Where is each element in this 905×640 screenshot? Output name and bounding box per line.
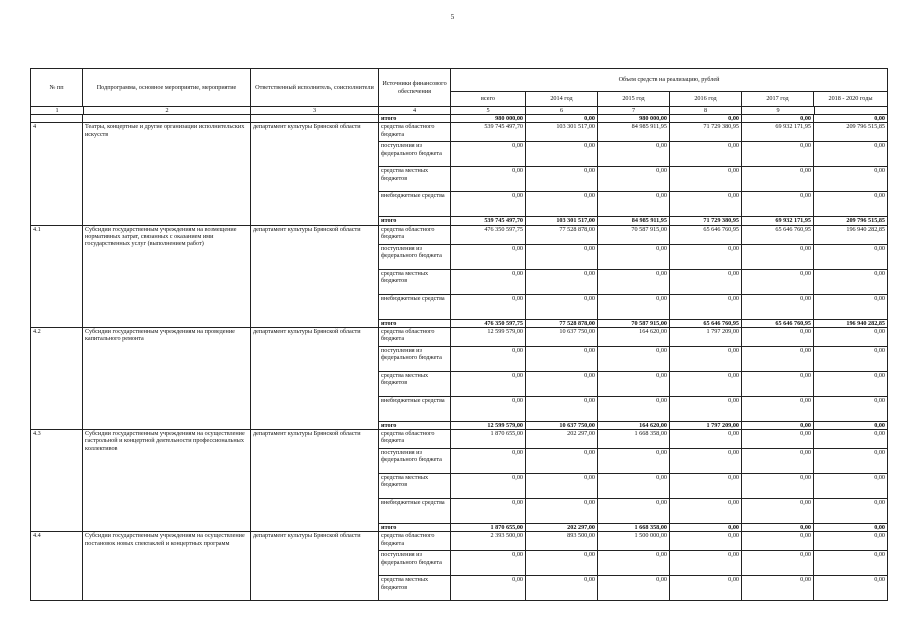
amount-cell: 0,00 bbox=[670, 474, 742, 499]
amount-cell: 0,00 bbox=[451, 167, 526, 192]
amount-cell: 0,00 bbox=[451, 269, 526, 294]
amount-cell: 0,00 bbox=[670, 167, 742, 192]
amount-cell: 0,00 bbox=[670, 396, 742, 421]
table-row bbox=[31, 225, 888, 244]
amount-cell: 0,00 bbox=[598, 294, 670, 319]
header-program: Подпрограмма, основное мероприятие, мероприятие bbox=[83, 69, 251, 107]
amount-cell: 0,00 bbox=[814, 396, 888, 421]
amount-cell: 0,00 bbox=[742, 449, 814, 474]
col-number: 1 bbox=[31, 107, 84, 114]
table-row bbox=[31, 430, 888, 449]
amount-cell: 0,00 bbox=[742, 532, 814, 551]
amount-cell: 0,00 bbox=[598, 474, 670, 499]
amount-cell: 202 297,00 bbox=[526, 524, 598, 532]
amount-cell: 0,00 bbox=[670, 524, 742, 532]
col-number: 5 bbox=[451, 107, 526, 115]
amount-cell: 0,00 bbox=[742, 576, 814, 601]
amount-cell: 164 620,00 bbox=[598, 421, 670, 429]
col-number: 4 bbox=[379, 107, 451, 115]
amount-cell: 0,00 bbox=[814, 449, 888, 474]
amount-cell: 0,00 bbox=[814, 346, 888, 371]
amount-cell: 0,00 bbox=[742, 269, 814, 294]
source-cell: средства областного бюджета bbox=[379, 430, 451, 449]
amount-cell: 0,00 bbox=[814, 532, 888, 551]
amount-cell: 0,00 bbox=[598, 244, 670, 269]
amount-cell: 0,00 bbox=[526, 115, 598, 123]
source-cell: внебюджетные средства bbox=[379, 499, 451, 524]
page-number: 5 bbox=[450, 13, 455, 21]
amount-cell: 0,00 bbox=[598, 449, 670, 474]
col-number-pair bbox=[742, 107, 888, 115]
amount-cell: 0,00 bbox=[526, 576, 598, 601]
amount-cell: 65 646 760,95 bbox=[742, 225, 814, 244]
amount-cell: 0,00 bbox=[526, 371, 598, 396]
amount-cell: 0,00 bbox=[598, 396, 670, 421]
amount-cell: 0,00 bbox=[670, 576, 742, 601]
amount-cell: 0,00 bbox=[742, 430, 814, 449]
amount-cell: 1 500 000,00 bbox=[598, 532, 670, 551]
amount-cell: 0,00 bbox=[451, 244, 526, 269]
amount-cell: 0,00 bbox=[670, 192, 742, 217]
table-row bbox=[31, 327, 888, 346]
total-row bbox=[31, 115, 888, 123]
amount-cell: 476 350 597,75 bbox=[451, 225, 526, 244]
source-cell: поступления из федерального бюджета bbox=[379, 449, 451, 474]
amount-cell: 0,00 bbox=[814, 499, 888, 524]
amount-cell: 71 729 380,95 bbox=[670, 217, 742, 225]
amount-cell: 0,00 bbox=[451, 576, 526, 601]
amount-cell: 10 637 750,00 bbox=[526, 327, 598, 346]
amount-cell: 0,00 bbox=[814, 269, 888, 294]
amount-cell: 209 796 515,85 bbox=[814, 217, 888, 225]
source-cell: поступления из федерального бюджета bbox=[379, 244, 451, 269]
amount-cell: 980 000,00 bbox=[598, 115, 670, 123]
amount-cell: 0,00 bbox=[451, 396, 526, 421]
amount-cell: 196 940 282,85 bbox=[814, 225, 888, 244]
row-number: 4.1 bbox=[31, 225, 83, 327]
header-year: 2016 год bbox=[670, 92, 742, 107]
amount-cell: 0,00 bbox=[526, 192, 598, 217]
amount-cell: 0,00 bbox=[670, 371, 742, 396]
program-name: Субсидии государственным учреждениям на проведение капитального ремонта bbox=[83, 327, 251, 429]
header-executor: Ответственный исполнитель, соисполнители bbox=[251, 69, 379, 107]
amount-cell: 0,00 bbox=[742, 115, 814, 123]
amount-cell: 1 870 655,00 bbox=[451, 524, 526, 532]
amount-cell: 0,00 bbox=[526, 244, 598, 269]
amount-cell: 1 668 358,00 bbox=[598, 430, 670, 449]
amount-cell: 0,00 bbox=[598, 142, 670, 167]
amount-cell: 0,00 bbox=[670, 115, 742, 123]
amount-cell: 0,00 bbox=[526, 346, 598, 371]
amount-cell: 103 301 517,00 bbox=[526, 217, 598, 225]
amount-cell: 0,00 bbox=[451, 346, 526, 371]
amount-cell: 0,00 bbox=[670, 346, 742, 371]
amount-cell: 0,00 bbox=[742, 396, 814, 421]
header-volume: Объем средств на реализацию, рублей bbox=[451, 69, 888, 92]
amount-cell: 0,00 bbox=[598, 269, 670, 294]
source-cell: итого bbox=[379, 217, 451, 225]
amount-cell: 164 620,00 bbox=[598, 327, 670, 346]
amount-cell: 980 000,00 bbox=[451, 115, 526, 123]
amount-cell: 0,00 bbox=[814, 244, 888, 269]
row-number: 4.3 bbox=[31, 430, 83, 532]
col-number: 3 bbox=[251, 107, 379, 115]
program-name: Субсидии государственным учреждениям на возмещение нормативных затрат, связанных с оказанием ими государственных услуг (выполнением работ) bbox=[83, 225, 251, 327]
row-number: 4.2 bbox=[31, 327, 83, 429]
executor-name: департамент культуры Брянской области bbox=[251, 327, 379, 429]
amount-cell: 70 587 915,00 bbox=[598, 319, 670, 327]
amount-cell: 0,00 bbox=[598, 371, 670, 396]
amount-cell: 0,00 bbox=[670, 269, 742, 294]
amount-cell: 0,00 bbox=[742, 346, 814, 371]
col-number-blank bbox=[815, 107, 887, 114]
amount-cell: 0,00 bbox=[598, 499, 670, 524]
amount-cell: 0,00 bbox=[742, 327, 814, 346]
amount-cell: 65 646 760,95 bbox=[742, 319, 814, 327]
source-cell: итого bbox=[379, 421, 451, 429]
amount-cell: 0,00 bbox=[526, 269, 598, 294]
source-cell: средства местных бюджетов bbox=[379, 576, 451, 601]
amount-cell: 476 350 597,75 bbox=[451, 319, 526, 327]
source-cell: итого bbox=[379, 524, 451, 532]
amount-cell: 0,00 bbox=[451, 294, 526, 319]
source-cell: средства местных бюджетов bbox=[379, 371, 451, 396]
source-cell: поступления из федерального бюджета bbox=[379, 551, 451, 576]
source-cell: итого bbox=[379, 319, 451, 327]
amount-cell: 0,00 bbox=[451, 474, 526, 499]
amount-cell: 12 599 579,00 bbox=[451, 421, 526, 429]
col-number: 8 bbox=[670, 107, 742, 115]
row-number: 4 bbox=[31, 123, 83, 225]
amount-cell: 539 745 497,70 bbox=[451, 217, 526, 225]
amount-cell: 0,00 bbox=[814, 327, 888, 346]
source-cell: внебюджетные средства bbox=[379, 192, 451, 217]
source-cell: средства областного бюджета bbox=[379, 532, 451, 551]
funding-table bbox=[30, 68, 888, 601]
amount-cell: 65 646 760,95 bbox=[670, 319, 742, 327]
amount-cell: 0,00 bbox=[526, 474, 598, 499]
amount-cell: 0,00 bbox=[670, 532, 742, 551]
amount-cell: 0,00 bbox=[598, 167, 670, 192]
amount-cell: 0,00 bbox=[451, 371, 526, 396]
source-cell: средства местных бюджетов bbox=[379, 269, 451, 294]
executor-name: департамент культуры Брянской области bbox=[251, 225, 379, 327]
amount-cell: 0,00 bbox=[814, 142, 888, 167]
header-year: 2014 год bbox=[526, 92, 598, 107]
amount-cell: 71 729 380,95 bbox=[670, 123, 742, 142]
blank-cell bbox=[83, 115, 251, 123]
amount-cell: 77 528 878,00 bbox=[526, 319, 598, 327]
source-cell: поступления из федерального бюджета bbox=[379, 142, 451, 167]
source-cell: средства местных бюджетов bbox=[379, 474, 451, 499]
amount-cell: 0,00 bbox=[814, 421, 888, 429]
amount-cell: 0,00 bbox=[670, 430, 742, 449]
blank-cell bbox=[251, 115, 379, 123]
source-cell: внебюджетные средства bbox=[379, 294, 451, 319]
amount-cell: 209 796 515,85 bbox=[814, 123, 888, 142]
amount-cell: 0,00 bbox=[451, 192, 526, 217]
amount-cell: 0,00 bbox=[742, 421, 814, 429]
amount-cell: 0,00 bbox=[670, 142, 742, 167]
amount-cell: 0,00 bbox=[451, 551, 526, 576]
amount-cell: 69 932 171,95 bbox=[742, 217, 814, 225]
amount-cell: 0,00 bbox=[742, 294, 814, 319]
amount-cell: 0,00 bbox=[598, 192, 670, 217]
source-cell: итого bbox=[379, 115, 451, 123]
amount-cell: 0,00 bbox=[451, 142, 526, 167]
header-year: 2015 год bbox=[598, 92, 670, 107]
amount-cell: 0,00 bbox=[526, 167, 598, 192]
amount-cell: 10 637 750,00 bbox=[526, 421, 598, 429]
row-number: 4.4 bbox=[31, 532, 83, 601]
amount-cell: 0,00 bbox=[814, 192, 888, 217]
amount-cell: 0,00 bbox=[814, 115, 888, 123]
amount-cell: 0,00 bbox=[742, 499, 814, 524]
source-cell: внебюджетные средства bbox=[379, 396, 451, 421]
amount-cell: 0,00 bbox=[742, 524, 814, 532]
source-cell: средства областного бюджета bbox=[379, 327, 451, 346]
amount-cell: 0,00 bbox=[814, 430, 888, 449]
amount-cell: 0,00 bbox=[451, 449, 526, 474]
header-year: всего bbox=[451, 92, 526, 107]
col-number: 6 bbox=[526, 107, 598, 115]
source-cell: средства областного бюджета bbox=[379, 225, 451, 244]
amount-cell: 84 985 911,95 bbox=[598, 217, 670, 225]
amount-cell: 0,00 bbox=[814, 294, 888, 319]
amount-cell: 0,00 bbox=[814, 524, 888, 532]
amount-cell: 0,00 bbox=[742, 244, 814, 269]
amount-cell: 1 870 655,00 bbox=[451, 430, 526, 449]
amount-cell: 103 301 517,00 bbox=[526, 123, 598, 142]
amount-cell: 0,00 bbox=[670, 294, 742, 319]
table-row bbox=[31, 532, 888, 551]
amount-cell: 0,00 bbox=[670, 499, 742, 524]
header-num: № пп bbox=[31, 69, 83, 107]
executor-name: департамент культуры Брянской области bbox=[251, 430, 379, 532]
amount-cell: 0,00 bbox=[670, 551, 742, 576]
amount-cell: 0,00 bbox=[451, 499, 526, 524]
amount-cell: 0,00 bbox=[598, 576, 670, 601]
program-name: Субсидии государственным учреждениям на осуществление постановок новых спектаклей и концертных программ bbox=[83, 532, 251, 601]
amount-cell: 0,00 bbox=[742, 167, 814, 192]
amount-cell: 70 587 915,00 bbox=[598, 225, 670, 244]
amount-cell: 0,00 bbox=[742, 551, 814, 576]
amount-cell: 0,00 bbox=[526, 396, 598, 421]
amount-cell: 1 668 358,00 bbox=[598, 524, 670, 532]
amount-cell: 0,00 bbox=[742, 192, 814, 217]
amount-cell: 1 797 209,00 bbox=[670, 421, 742, 429]
amount-cell: 0,00 bbox=[670, 244, 742, 269]
amount-cell: 0,00 bbox=[526, 294, 598, 319]
amount-cell: 0,00 bbox=[670, 449, 742, 474]
amount-cell: 1 797 209,00 bbox=[670, 327, 742, 346]
amount-cell: 0,00 bbox=[814, 474, 888, 499]
amount-cell: 0,00 bbox=[814, 576, 888, 601]
header-year: 2018 - 2020 годы bbox=[814, 92, 888, 107]
amount-cell: 77 528 878,00 bbox=[526, 225, 598, 244]
source-cell: поступления из федерального бюджета bbox=[379, 346, 451, 371]
col-number-pair bbox=[31, 107, 251, 115]
amount-cell: 0,00 bbox=[598, 346, 670, 371]
header-year: 2017 год bbox=[742, 92, 814, 107]
amount-cell: 12 599 579,00 bbox=[451, 327, 526, 346]
program-name: Субсидии государственным учреждениям на осуществление гастрольной и концертной деятельности профессиональных коллективов bbox=[83, 430, 251, 532]
amount-cell: 69 932 171,95 bbox=[742, 123, 814, 142]
source-cell: средства местных бюджетов bbox=[379, 167, 451, 192]
amount-cell: 0,00 bbox=[742, 371, 814, 396]
executor-name: департамент культуры Брянской области bbox=[251, 532, 379, 601]
program-name: Театры, концертные и другие организации исполнительских искусств bbox=[83, 123, 251, 225]
amount-cell: 0,00 bbox=[814, 551, 888, 576]
amount-cell: 84 985 911,95 bbox=[598, 123, 670, 142]
amount-cell: 0,00 bbox=[742, 142, 814, 167]
amount-cell: 0,00 bbox=[526, 449, 598, 474]
col-number: 9 bbox=[742, 107, 815, 114]
amount-cell: 196 940 282,85 bbox=[814, 319, 888, 327]
source-cell: средства областного бюджета bbox=[379, 123, 451, 142]
amount-cell: 0,00 bbox=[526, 499, 598, 524]
amount-cell: 0,00 bbox=[814, 167, 888, 192]
amount-cell: 202 297,00 bbox=[526, 430, 598, 449]
blank-cell bbox=[31, 115, 83, 123]
header-source: Источники финансового обеспечения bbox=[379, 69, 451, 107]
amount-cell: 0,00 bbox=[814, 371, 888, 396]
table-row bbox=[31, 123, 888, 142]
amount-cell: 0,00 bbox=[526, 142, 598, 167]
amount-cell: 539 745 497,70 bbox=[451, 123, 526, 142]
amount-cell: 2 393 500,00 bbox=[451, 532, 526, 551]
amount-cell: 893 500,00 bbox=[526, 532, 598, 551]
amount-cell: 0,00 bbox=[742, 474, 814, 499]
col-number: 2 bbox=[165, 107, 169, 114]
amount-cell: 65 646 760,95 bbox=[670, 225, 742, 244]
col-number: 7 bbox=[598, 107, 670, 115]
amount-cell: 0,00 bbox=[526, 551, 598, 576]
amount-cell: 0,00 bbox=[598, 551, 670, 576]
executor-name: департамент культуры Брянской области bbox=[251, 123, 379, 225]
